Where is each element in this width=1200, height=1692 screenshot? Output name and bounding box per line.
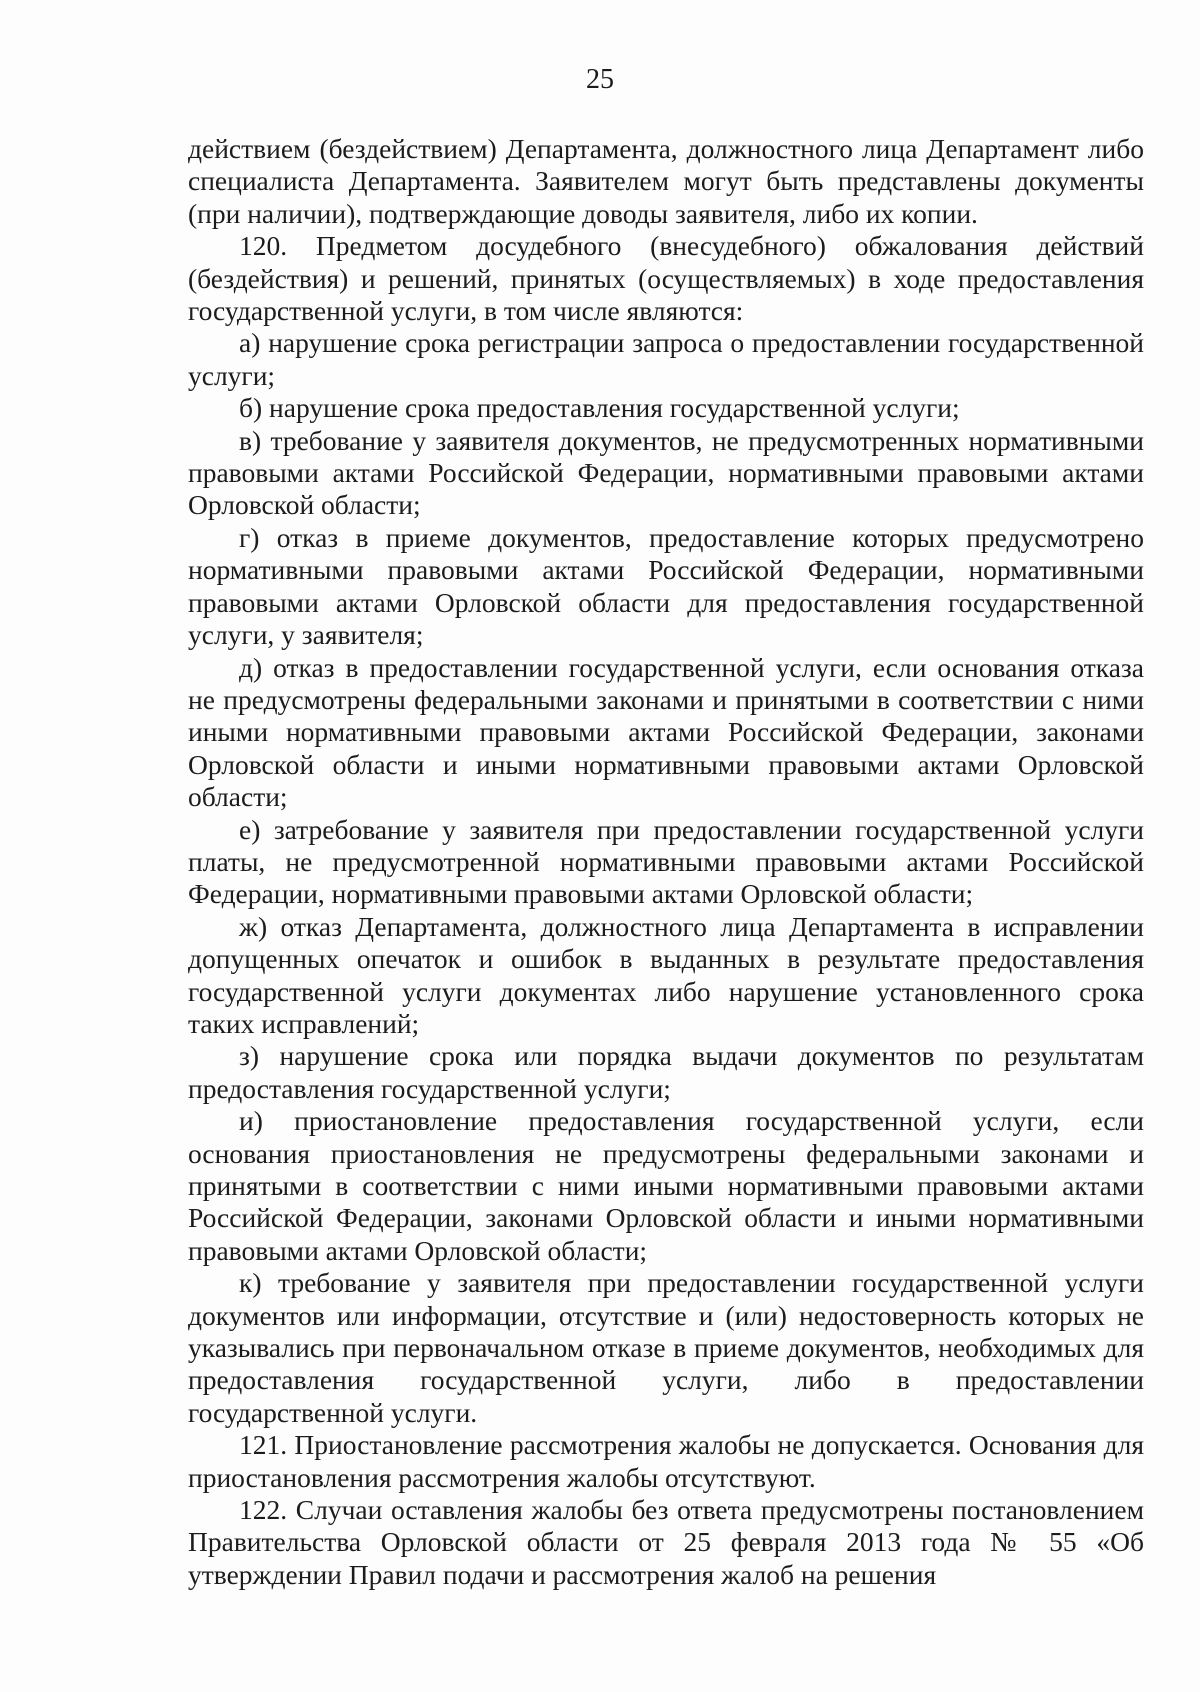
paragraph-122: 122. Случаи оставления жалобы без ответа предусмотрены постановлением Правительства Орловской области от 25 февраля 2013 года № 55 «Об утверждении Правил подачи и рассмотрения жалоб на решения bbox=[188, 1494, 1144, 1590]
list-item-d: д) отказ в предоставлении государственной услуги, если основания отказа не предусмотрены федеральными законами и принятыми в соответствии с ними иными нормативными правовыми актами Российской Федерации, законами Орловской области и иными нормативными правовыми актами Орловской области; bbox=[188, 651, 1144, 813]
list-item-z: з) нарушение срока или порядка выдачи документов по результатам предоставления государственной услуги; bbox=[188, 1040, 1144, 1104]
paragraph-121: 121. Приостановление рассмотрения жалобы не допускается. Основания для приостановления рассмотрения жалобы отсутствуют. bbox=[188, 1429, 1144, 1493]
list-item-g: г) отказ в приеме документов, предоставление которых предусмотрено нормативными правовыми актами Российской Федерации, нормативными правовыми актами Орловской области для предоставления государственной услуги, у заявителя; bbox=[188, 521, 1144, 651]
paragraph-120: 120. Предметом досудебного (внесудебного) обжалования действий (бездействия) и решений, принятых (осуществляемых) в ходе предоставления государственной услуги, в том числе являются: bbox=[188, 230, 1144, 327]
paragraph-continuation: действием (бездействием) Департамента, должностного лица Департамент либо специалиста Департамента. Заявителем могут быть представлены документы (при наличии), подтверждающие доводы заявителя, либо их копии. bbox=[188, 133, 1144, 229]
document-body bbox=[188, 133, 1144, 1591]
list-item-k: к) требование у заявителя при предоставлении государственной услуги документов или информации, отсутствие и (или) недостоверность которых не указывались при первоначальном отказе в приеме документов, необходимых для предоставления государственной услуги, либо в предоставлении государственной услуги. bbox=[188, 1267, 1144, 1428]
list-item-v: в) требование у заявителя документов, не предусмотренных нормативными правовыми актами Российской Федерации, нормативными правовыми актами Орловской области; bbox=[188, 424, 1144, 521]
list-item-i: и) приостановление предоставления государственной услуги, если основания приостановления не предусмотрены федеральными законами и принятыми в соответствии с ними иными нормативными правовыми актами Российской Федерации, законами Орловской области и иными нормативными правовыми актами Орловской области; bbox=[188, 1105, 1144, 1266]
list-item-b: б) нарушение срока предоставления государственной услуги; bbox=[239, 392, 960, 424]
page-number: 25 bbox=[586, 64, 614, 95]
list-item-a: а) нарушение срока регистрации запроса о предоставлении государственной услуги; bbox=[188, 327, 1144, 391]
list-item-e: е) затребование у заявителя при предоставлении государственной услуги платы, не предусмотренной нормативными правовыми актами Российской Федерации, нормативными правовыми актами Орловской области; bbox=[188, 813, 1144, 910]
list-item-zh: ж) отказ Департамента, должностного лица Департамента в исправлении допущенных опечаток и ошибок в выданных в результате предоставления государственной услуги документах либо нарушение установленного срока таких исправлений; bbox=[188, 910, 1144, 1039]
